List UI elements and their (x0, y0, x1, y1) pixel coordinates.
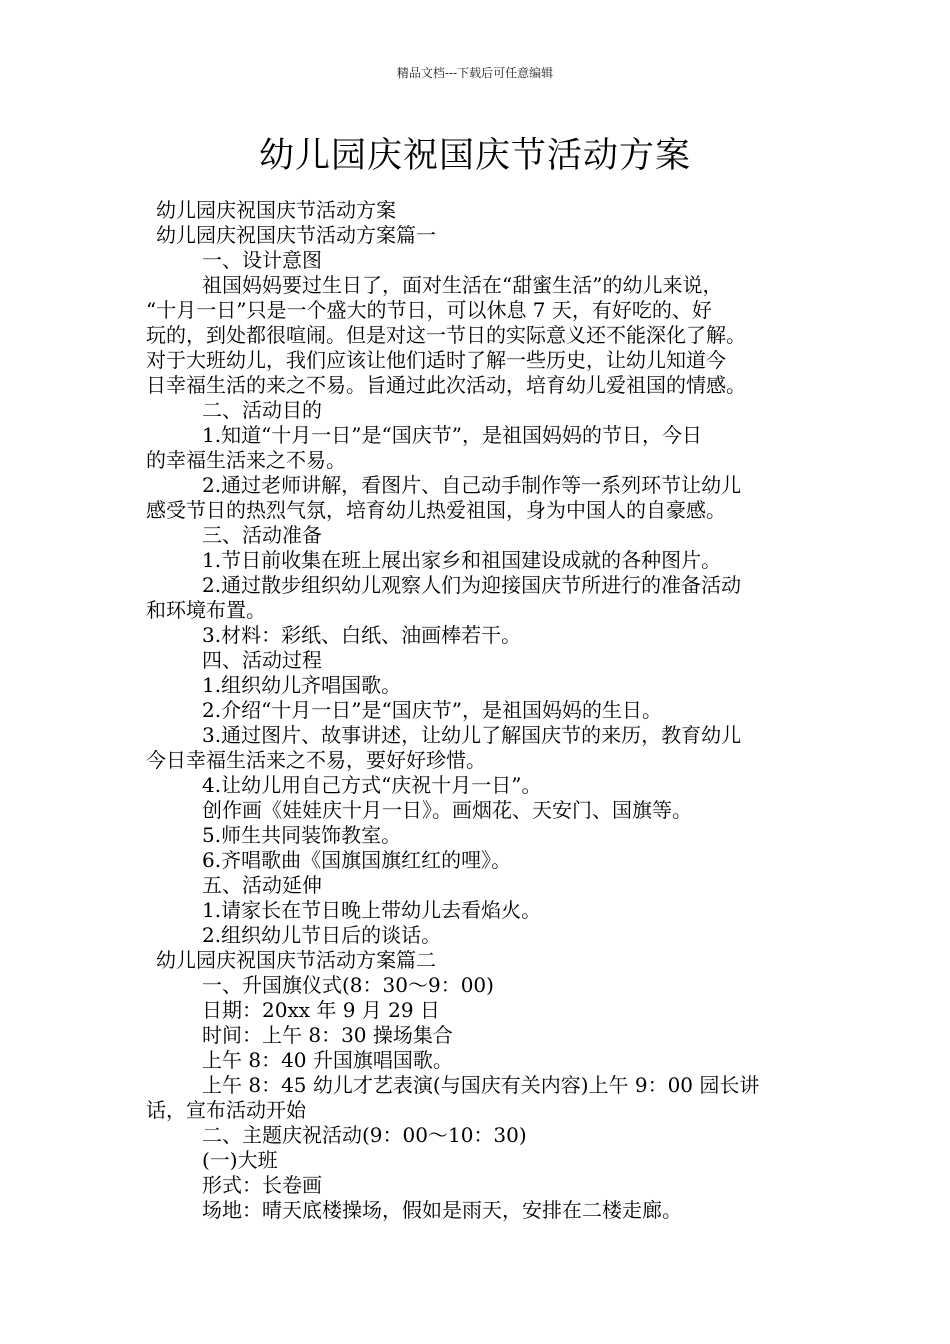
text-line: 2.介绍“十月一日”是“国庆节”，是祖国妈妈的生日。 (202, 698, 662, 722)
text-line: 二、主题庆祝活动(9：00～10：30) (202, 1123, 527, 1147)
text-line: 时间：上午 8：30 操场集合 (202, 1023, 453, 1047)
text-line: 1.节日前收集在班上展出家乡和祖国建设成就的各种图片。 (202, 548, 722, 572)
text-line: 5.师生共同装饰教室。 (202, 823, 402, 847)
text-line: 2.通过散步组织幼儿观察人们为迎接国庆节所进行的准备活动 (202, 573, 742, 597)
text-line: 3.材料：彩纸、白纸、油画棒若干。 (202, 623, 522, 647)
text-line: 感受节日的热烈气氛，培育幼儿热爱祖国，身为中国人的自豪感。 (146, 498, 726, 522)
text-line: 五、活动延伸 (202, 873, 322, 897)
text-line: 1.组织幼儿齐唱国歌。 (202, 673, 402, 697)
text-line: 二、活动目的 (202, 398, 322, 422)
text-line: 祖国妈妈要过生日了，面对生活在“甜蜜生活”的幼儿来说， (202, 273, 723, 297)
text-line: 四、活动过程 (202, 648, 322, 672)
text-line: 一、升国旗仪式(8：30～9：00) (202, 973, 494, 997)
text-line: 日期：20xx 年 9 月 29 日 (202, 998, 440, 1022)
text-line: 日幸福生活的来之不易。旨通过此次活动，培育幼儿爱祖国的情感。 (146, 373, 746, 397)
text-line: 玩的，到处都很喧闹。但是对这一节日的实际意义还不能深化了解。 (146, 323, 746, 347)
text-line: “十月一日”只是一个盛大的节日，可以休息 7 天，有好吃的、好 (146, 298, 712, 322)
text-line: 场地：晴天底楼操场，假如是雨天，安排在二楼走廊。 (202, 1198, 682, 1222)
text-line: 上午 8：45 幼儿才艺表演(与国庆有关内容)上午 9：00 园长讲 (202, 1073, 760, 1097)
text-line: 今日幸福生活来之不易，要好好珍惜。 (146, 748, 486, 772)
text-line: 对于大班幼儿，我们应该让他们适时了解一些历史，让幼儿知道今 (146, 348, 726, 372)
text-line: 3.通过图片、故事讲述，让幼儿了解国庆节的来历，教育幼儿 (202, 723, 742, 747)
text-line: 2.通过老师讲解，看图片、自己动手制作等一系列环节让幼儿 (202, 473, 742, 497)
document-body (146, 198, 816, 1223)
text-line: 6.齐唱歌曲《国旗国旗红红的哩》。 (202, 848, 512, 872)
text-line: 上午 8：40 升国旗唱国歌。 (202, 1048, 453, 1072)
text-line: 创作画《娃娃庆十月一日》。画烟花、天安门、国旗等。 (202, 798, 692, 822)
text-line: 1.知道“十月一日”是“国庆节”，是祖国妈妈的节日，今日 (202, 423, 702, 447)
text-line: 一、设计意图 (202, 248, 322, 272)
text-line: 三、活动准备 (202, 523, 322, 547)
text-line: 形式：长卷画 (202, 1173, 322, 1197)
text-line: 1.请家长在节日晚上带幼儿去看焰火。 (202, 898, 542, 922)
text-line: 幼儿园庆祝国庆节活动方案篇二 (156, 948, 436, 972)
text-line: 4.让幼儿用自己方式“庆祝十月一日”。 (202, 773, 542, 797)
text-line: (一)大班 (202, 1148, 278, 1172)
document-title: 幼儿园庆祝国庆节活动方案 (258, 136, 691, 176)
header-note: 精品文档---下载后可任意编辑 (396, 66, 554, 80)
text-line: 幼儿园庆祝国庆节活动方案篇一 (156, 223, 436, 247)
text-line: 话，宣布活动开始 (146, 1098, 306, 1122)
text-line: 的幸福生活来之不易。 (146, 448, 346, 472)
text-line: 幼儿园庆祝国庆节活动方案 (156, 198, 396, 222)
text-line: 和环境布置。 (146, 598, 266, 622)
text-line: 2.组织幼儿节日后的谈话。 (202, 923, 442, 947)
